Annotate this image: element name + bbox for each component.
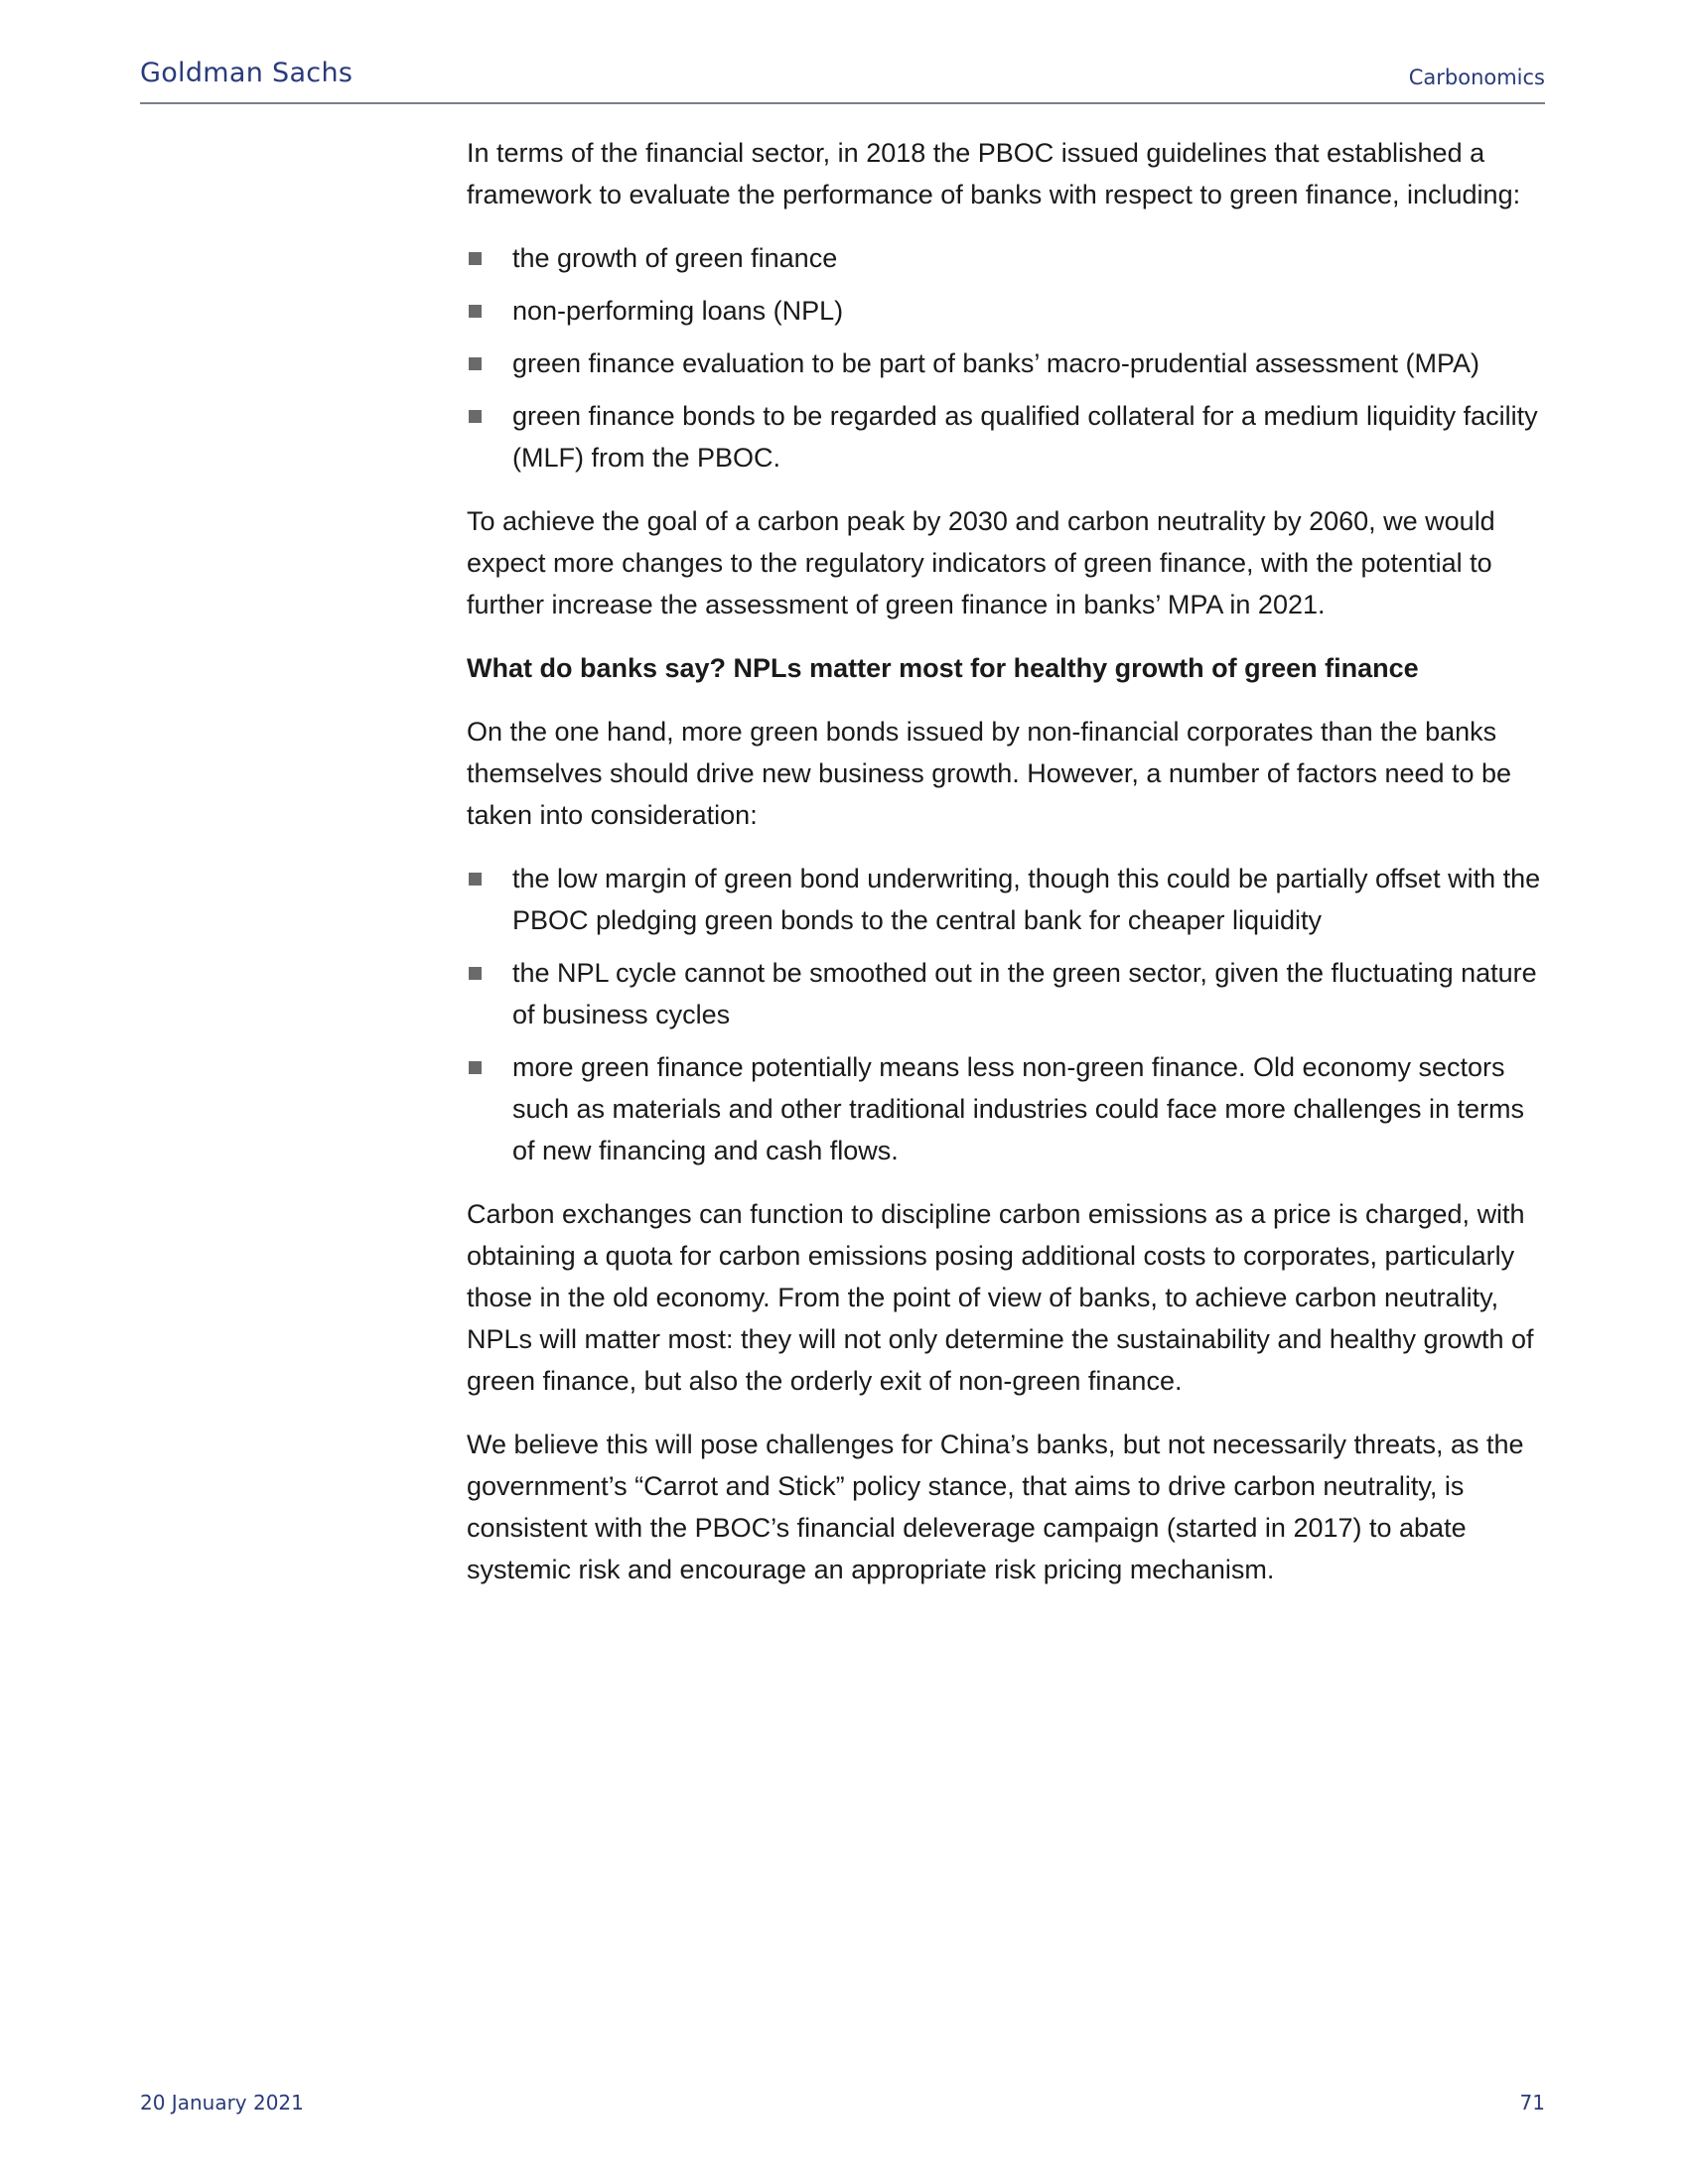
square-bullet-icon: [469, 410, 482, 423]
list-item: [467, 858, 1549, 941]
square-bullet-icon: [469, 252, 482, 265]
evaluation-criteria-list: [467, 237, 1549, 478]
paragraph-carbon-goal: To achieve the goal of a carbon peak by 2030 and carbon neutrality by 2060, we would expect more changes to the regulatory indicators of green finance, with the potential to further increase the assessment of green finance in banks’ MPA in 2021.: [467, 506, 1495, 619]
brand-name: Goldman Sachs: [140, 58, 353, 88]
paragraph-financial-sector: In terms of the financial sector, in 2018 the PBOC issued guidelines that established a framework to evaluate the performance of banks with respect to green finance, including:: [467, 138, 1521, 209]
report-title: Carbonomics: [1408, 66, 1545, 89]
square-bullet-icon: [469, 357, 482, 370]
section-heading: What do banks say? NPLs matter most for healthy growth of green finance: [467, 653, 1419, 683]
list-item: [467, 1046, 1549, 1171]
list-item-text: green finance bonds to be regarded as qualified collateral for a medium liquidity facility (MLF) from the PBOC.: [512, 401, 1538, 473]
square-bullet-icon: [469, 967, 482, 980]
list-item: [467, 342, 1549, 384]
list-item: [467, 952, 1549, 1035]
list-item-text: green finance evaluation to be part of banks’ macro-prudential assessment (MPA): [512, 348, 1480, 378]
list-item-text: the low margin of green bond underwriting, though this could be partially offset with the PBOC pledging green bonds to the central bank for cheaper liquidity: [512, 864, 1541, 935]
list-item: [467, 290, 1549, 332]
list-item-text: the NPL cycle cannot be smoothed out in the green sector, given the fluctuating nature of business cycles: [512, 958, 1537, 1029]
factors-list: [467, 858, 1549, 1171]
paragraph-conclusion: We believe this will pose challenges for China’s banks, but not necessarily threats, as the government’s “Carrot and Stick” policy stance, that aims to drive carbon neutrality, is consistent with the PBOC’s financial deleverage campaign (started in 2017) to abate systemic risk and encourage an appropriate risk pricing mechanism.: [467, 1430, 1524, 1584]
page-number: 71: [1519, 2091, 1545, 2115]
list-item-text: non-performing loans (NPL): [512, 296, 844, 326]
publication-date: 20 January 2021: [140, 2091, 304, 2115]
list-item-text: more green finance potentially means less non-green finance. Old economy sectors such as materials and other traditional industries could face more challenges in terms of new financing and cash flows.: [512, 1052, 1525, 1165]
list-item-text: the growth of green finance: [512, 243, 838, 273]
square-bullet-icon: [469, 305, 482, 318]
square-bullet-icon: [469, 873, 482, 886]
header-divider: [140, 102, 1545, 104]
list-item: [467, 237, 1549, 279]
list-item: [467, 395, 1549, 478]
square-bullet-icon: [469, 1061, 482, 1074]
paragraph-carbon-exchanges: Carbon exchanges can function to discipline carbon emissions as a price is charged, with obtaining a quota for carbon emissions posing additional costs to corporates, particularly those in the old economy. From the point of view of banks, to achieve carbon neutrality, NPLs will matter most: they will not only determine the sustainability and healthy growth of green finance, but also the orderly exit of non-green finance.: [467, 1199, 1534, 1396]
paragraph-green-bonds: On the one hand, more green bonds issued by non-financial corporates than the banks themselves should drive new business growth. However, a number of factors need to be taken into consideration:: [467, 717, 1512, 830]
main-content: [467, 132, 1549, 1612]
